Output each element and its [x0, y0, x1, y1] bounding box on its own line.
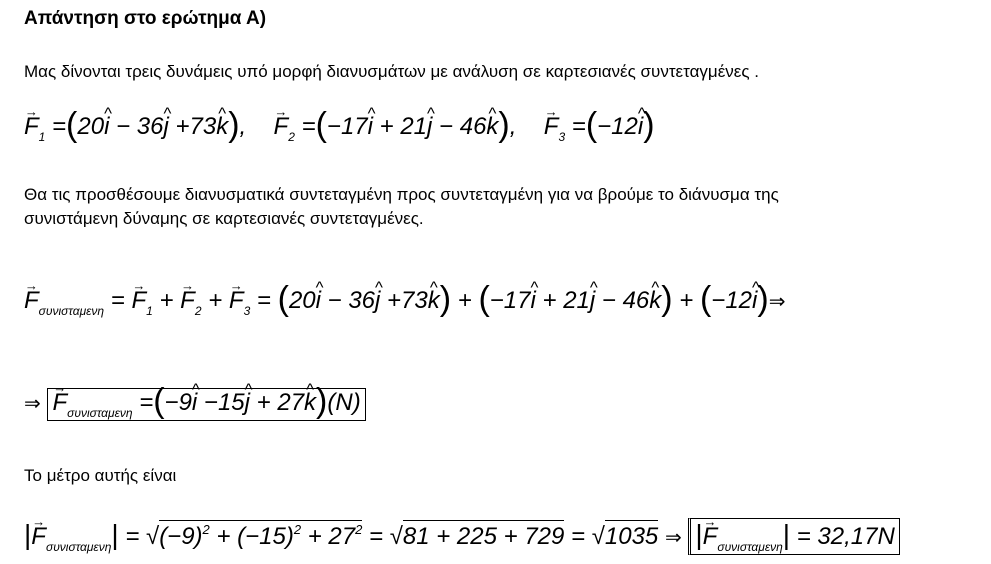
intro-paragraph: Μας δίνονται τρεις δυνάμεις υπό μορφή διανυσμάτων με ανάλυση σε καρτεσιανές συντεταγμένες . [24, 62, 760, 81]
forces-equation: → $F_1$ =(20^ i − 36^ j +73^ k), → $F_2$ =(−17^ i + 21^ j − 46^ k), → $F_3$ =(−12^ i) [24, 113, 655, 144]
force-2-symbol: → F [274, 113, 289, 141]
result-box: → $F_{\sigma\upsilon\nu\iota\sigma\tau\alpha\mu\varepsilon\nu\eta}$ =(−9^ i −15^ j + 27^ k)(N) [47, 388, 365, 421]
force-1-x: 20^ i [77, 113, 109, 140]
method-paragraph-line2: συνιστάμενη δύναμης σε καρτεσιανές συντεταγμένες. [24, 209, 424, 228]
method-paragraph-line1: Θα τις προσθέσουμε διανυσματικά συντεταγμένη προς συντεταγμένη για να βρούμε το διάνυσμα της [24, 185, 779, 204]
force-1-symbol: → F [24, 113, 39, 141]
answer-heading: Απάντηση στο ερώτημα Α) [24, 8, 267, 29]
force-3-symbol: → F [544, 113, 559, 141]
sum-equation: → $F_{\sigma\upsilon\nu\iota\sigma\tau\alpha\mu\varepsilon\nu\eta}$ = → $F_1$ + → $F_2$ + → $F_3$ = (20^ i − 36^ j +73^ k) + (−17^ i + 21^ j − 46^ k) + (−12^ i)⇒ [24, 287, 785, 318]
magnitude-paragraph: Το μέτρο αυτής είναι [24, 466, 177, 485]
magnitude-result-box: |→ $F_{\sigma\upsilon\nu\iota\sigma\tau\alpha\mu\varepsilon\nu\eta}| = 32,17N$ [688, 518, 899, 555]
magnitude-equation: |→ $F_{\sigma\upsilon\nu\iota\sigma\tau\alpha\mu\varepsilon\nu\eta}| = √(-9)^2 + (-15)^2 + 27^2 = √81 + 225 + 729 = √1035$ ⇒ |→ $F_{\sigma\upsilon\nu\iota\sigma\tau\alpha\mu\varepsilon\nu\eta}| = 32,17N$ [24, 518, 900, 555]
result-equation: ⇒ → $F_{\sigma\upsilon\nu\iota\sigma\tau\alpha\mu\varepsilon\nu\eta}$ =(−9^ i −15^ j + 27^ k)(N) [24, 388, 366, 421]
